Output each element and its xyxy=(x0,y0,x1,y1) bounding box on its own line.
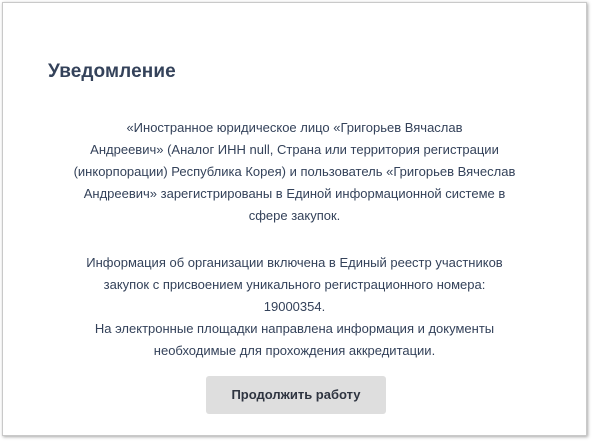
message-line: сфере закупок. xyxy=(248,208,341,223)
message-line: Информация об организации включена в Единый реестр участников xyxy=(86,255,503,270)
notification-dialog xyxy=(2,2,587,436)
dialog-title: Уведомление xyxy=(48,61,176,82)
message-line: Андреевич» (Аналог ИНН null, Страна или территория регистрации xyxy=(90,142,499,157)
registration-number: 19000354. xyxy=(263,299,326,314)
message-line: закупок с присвоением уникального регистрационного номера: xyxy=(103,277,486,292)
registration-message xyxy=(17,117,572,227)
message-line: необходимые для прохождения аккредитации. xyxy=(153,343,436,358)
continue-button[interactable]: Продолжить работу xyxy=(206,376,386,414)
message-line: (инкорпорации) Республика Корея) и пользователь «Григорьев Вячеслав xyxy=(73,164,516,179)
message-line: «Иностранное юридическое лицо «Григорьев Вячаслав xyxy=(126,120,463,135)
registry-message xyxy=(17,252,572,362)
message-line: Андреевич» зарегистрированы в Единой информационной системе в xyxy=(83,186,506,201)
message-line: На электронные площадки направлена информация и документы xyxy=(94,321,495,336)
